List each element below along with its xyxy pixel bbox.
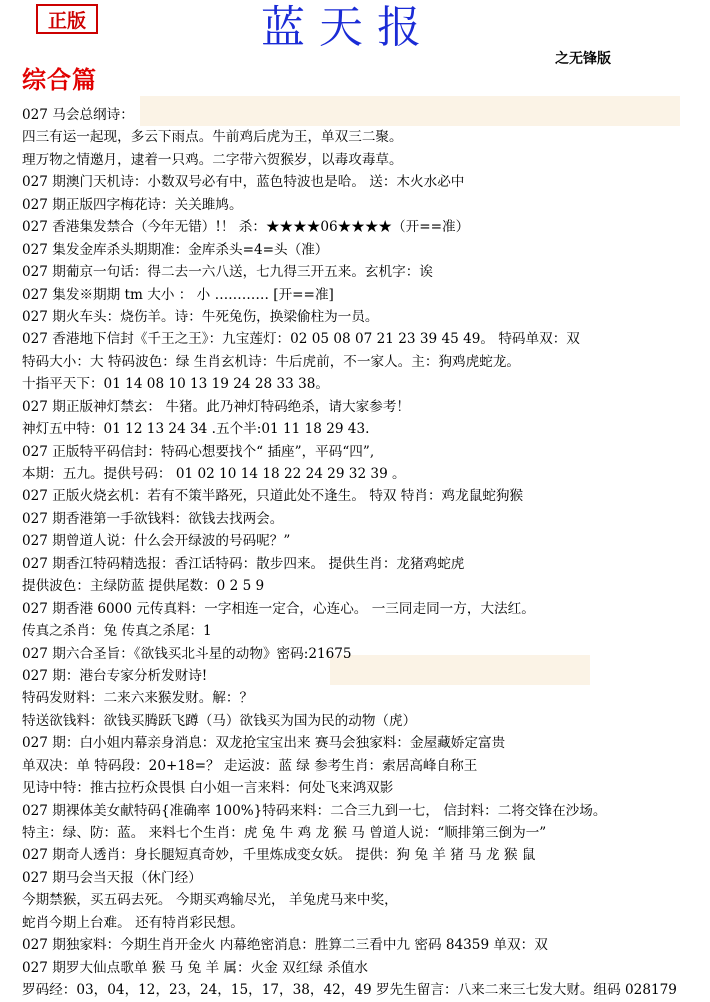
text-line: 罗码经：03，04，12，23，24，15，17，38，42，49 罗先生留言：八来二来三七发大财。组码 028179 — [22, 982, 677, 999]
text-line: 特送欲钱料：欲钱买腾跃飞蹲（马）欲钱买为国为民的动物（虎） — [22, 712, 417, 729]
text-line: 027 期曾道人说：什么会开绿波的号码呢？” — [22, 533, 291, 550]
text-line: 027 期香港 6000 元传真料：一字相连一定合，心连心。 一三同走同一方，大法红。 — [22, 600, 535, 617]
edition-label: 之无锋版 — [555, 51, 611, 67]
text-line: 027 期葡京一句话：得二去一六八送，七九得三开五来。玄机字：诶 — [22, 264, 433, 281]
text-line: 027 香港地下信封《千王之王》：九宝莲灯：02 05 08 07 21 23 39 45 49。 特码单双：双 — [22, 331, 580, 348]
text-line: 四三有运一起现，多云下雨点。牛前鸡后虎为王，单双三二聚。 — [22, 129, 403, 146]
text-line: 027 期香港第一手欲钱料：欲钱去找两会。 — [22, 510, 284, 527]
text-line: 十指平天下：01 14 08 10 13 19 24 28 33 38。 — [22, 376, 330, 393]
text-line: 提供波色：主绿防蓝 提供尾数：0 2 5 9 — [22, 578, 265, 595]
text-line: 027 期：港台专家分析发财诗! — [22, 667, 208, 684]
text-line: 见诗中特：推古拉朽众畏惧 白小姐一言来料：何处飞来鸿双影 — [22, 780, 394, 797]
text-line: 传真之杀肖：兔 传真之杀尾：1 — [22, 623, 212, 640]
text-line: 神灯五中特：01 12 13 24 34 .五个半:01 11 18 29 43. — [22, 421, 370, 438]
text-line: 理万物之情邀月，逮着一只鸡。二字带六贺猴岁，以毒攻毒草。 — [22, 151, 403, 168]
text-line: 027 正版特平码信封：特码心想要找个“ 插座”，平码“四”, — [22, 443, 375, 460]
text-line: 027 马会总纲诗： — [22, 107, 134, 123]
text-line: 027 正版火烧玄机：若有不策半路死，只道此处不逢生。 特双 特肖：鸡龙鼠蛇狗猴 — [22, 488, 524, 505]
text-line: 027 集发金库杀头期期准：金库杀头=4=头（准） — [22, 241, 329, 258]
text-line: 今期禁猴，买五码去死。 今期买鸡输尽光， 羊兔虎马来中奖， — [22, 892, 398, 909]
text-line: 027 期裸体美女献特码{准确率 100%}特码来料：二合三九到一七， 信封料：二将交锋在沙场。 — [22, 802, 607, 819]
text-line: 单双决：单 特码段：20+18=？ 走运波：蓝 绿 参考生肖：索居高峰自称王 — [22, 757, 478, 774]
text-line: 027 期六合圣旨：《欲钱买北斗星的动物》密码:21675 — [22, 645, 352, 662]
page-title: 蓝天报 — [261, 2, 435, 53]
text-line: 027 期澳门天机诗：小数双号必有中，蓝色特波也是哈。 送：木火水必中 — [22, 174, 465, 191]
text-line: 特码发财料：二来六来猴发财。解：？ — [22, 690, 254, 707]
text-line: 027 期正版神灯禁玄： 牛猪。此乃神灯特码绝杀，请大家参考！ — [22, 398, 411, 415]
text-line: 蛇肖今期上台难。 还有特肖彩民想。 — [22, 914, 244, 931]
article-body — [22, 104, 708, 1002]
text-line: 特主：绿、防：蓝。 来料七个生肖：虎 兔 牛 鸡 龙 猴 马 曾道人说：“顺排第三倒为一” — [22, 825, 547, 841]
section-heading: 综合篇 — [22, 65, 97, 94]
text-line: 027 期正版四字梅花诗：关关雎鸠。 — [22, 196, 243, 213]
text-line: 027 期火车头：烧伤羊。诗：牛死兔伤，换梁偷柱为一员。 — [22, 308, 379, 325]
text-line: 027 期：白小姐内幕亲身消息：双龙抢宝宝出来 赛马会独家料：金屋藏娇定富贵 — [22, 735, 506, 752]
authentic-badge: 正版 — [36, 4, 98, 34]
text-line: 027 香港集发禁合（今年无错）!！ 杀：★★★★06★★★★（开==准） — [22, 219, 470, 236]
text-line: 027 期独家料：今期生肖开金火 内幕绝密消息：胜算二三看中九 密码 84359 单双：双 — [22, 937, 548, 954]
text-line: 特码大小：大 特码波色：绿 生肖玄机诗：牛后虎前，不一家人。主：狗鸡虎蛇龙。 — [22, 353, 521, 370]
text-line: 027 集发※期期 tm 大小 ： 小 ………… [开==准] — [22, 286, 334, 303]
text-line: 本期：五九。提供号码： 01 02 10 14 18 22 24 29 32 39 。 — [22, 466, 406, 482]
text-line: 027 期香江特码精选报：香江话特码：散步四来。 提供生肖：龙猪鸡蛇虎 — [22, 555, 465, 572]
text-line: 027 期马会当天报（休门经） — [22, 869, 202, 886]
text-line: 027 期奇人透肖：身长腿短真奇妙，千里炼成变女妖。 提供：狗 兔 羊 猪 马 龙 猴 鼠 — [22, 847, 536, 864]
text-line: 027 期罗大仙点歌单 猴 马 兔 羊 属：火金 双红绿 杀值水 — [22, 959, 368, 976]
